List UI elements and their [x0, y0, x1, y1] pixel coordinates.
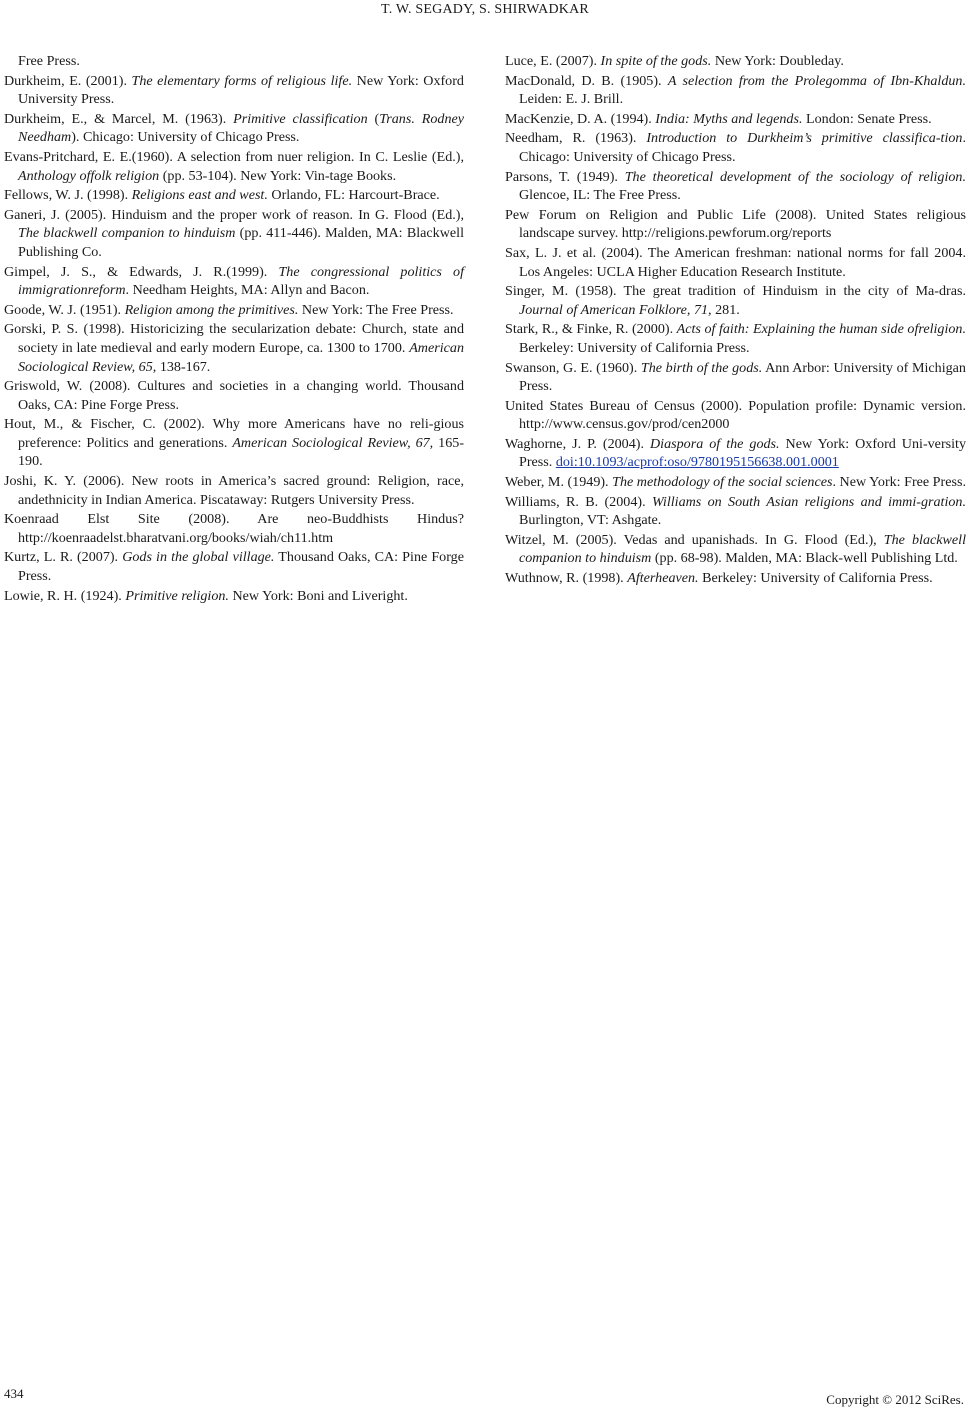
reference-text: Fellows, W. J. (1998).	[4, 187, 132, 204]
reference-text: Goode, W. J. (1951).	[4, 301, 125, 318]
reference-title: Trans. Rodney Needham	[18, 110, 465, 146]
reference-title: Diaspora of the gods.	[649, 435, 780, 452]
reference-text: Free Press.	[18, 53, 80, 69]
reference-title: A selection from the Prolegomma of Ibn-Khaldun.	[667, 72, 966, 89]
reference-text: New York: Oxford University Press.	[18, 72, 464, 108]
reference-entry	[4, 320, 464, 376]
reference-title: Anthology offolk religion	[18, 167, 160, 184]
reference-text: Gorski, P. S. (1998). Historicizing the secularization debate: Church, state and society in late medieval and early modern Europe, ca. 1300 to 1700.	[4, 321, 464, 356]
reference-entry	[505, 206, 966, 243]
reference-entry	[505, 473, 966, 492]
reference-entry	[505, 531, 966, 568]
reference-entry	[4, 110, 464, 147]
reference-text: Luce, E. (2007).	[505, 53, 601, 69]
reference-text: United States Bureau of Census (2000). Population profile: Dynamic version. http://www.census.gov/prod/cen2000	[505, 397, 966, 433]
reference-title: The blackwell companion to hinduism	[18, 225, 236, 242]
reference-entry	[505, 110, 966, 129]
reference-entry	[505, 52, 966, 71]
reference-entry	[505, 282, 966, 319]
reference-entry	[4, 472, 464, 509]
reference-text: Berkeley: University of California Press.	[519, 339, 750, 356]
reference-entry	[4, 148, 464, 185]
reference-text: . New York: Free Press.	[832, 474, 966, 491]
reference-text: Waghorne, J. P. (2004).	[505, 435, 650, 452]
reference-entry	[505, 435, 966, 472]
reference-title: The theoretical development of the sociology of religion.	[624, 168, 967, 185]
reference-text: MacDonald, D. B. (1905).	[505, 72, 668, 89]
reference-text: Gimpel, J. S., & Edwards, J. R.(1999).	[4, 263, 279, 280]
reference-entry	[505, 320, 966, 357]
reference-text: New York: Oxford Uni-versity Press.	[519, 435, 966, 471]
reference-title: American Sociological Review, 65,	[18, 339, 464, 375]
reference-text: Durkheim, E. (2001).	[4, 72, 132, 89]
reference-entry	[4, 415, 464, 471]
reference-text: Pew Forum on Religion and Public Life (2008). United States religious landscape survey. http://religions.pewforum.org/reports	[505, 206, 966, 242]
reference-entry	[4, 377, 464, 414]
reference-title: Afterheaven.	[627, 570, 699, 587]
reference-text: Parsons, T. (1949).	[505, 168, 625, 185]
reference-entry	[505, 244, 966, 281]
reference-text: 281.	[711, 301, 740, 318]
reference-text: Glencoe, IL: The Free Press.	[519, 187, 681, 204]
reference-text: 138-167.	[156, 358, 211, 375]
reference-title: The birth of the gods.	[640, 359, 763, 376]
reference-text: Sax, L. J. et al. (2004). The American freshman: national norms for fall 2004. Los Angeles: UCLA Higher Education Research Institute.	[505, 244, 966, 280]
reference-text: Hout, M., & Fischer, C. (2002). Why more Americans have no reli-gious preference: Politics and generations.	[4, 416, 464, 451]
reference-text: Ann Arbor: University of Michigan Press.	[519, 359, 966, 395]
reference-title: Introduction to Durkheim’s primitive classifica-tion	[646, 130, 963, 147]
reference-text: Joshi, K. Y. (2006). New roots in America’s sacred ground: Religion, race, andethnicity in Indian America. Piscataway: Rutgers University Press.	[4, 473, 464, 508]
reference-text: Ganeri, J. (2005). Hinduism and the proper work of reason. In G. Flood (Ed.),	[4, 206, 464, 223]
reference-text: Witzel, M. (2005). Vedas and upanishads. In G. Flood (Ed.),	[505, 531, 884, 548]
reference-text: (pp. 68-98). Malden, MA: Black-well Publishing Ltd.	[651, 550, 958, 567]
reference-title: Primitive religion.	[125, 587, 229, 604]
reference-title: In spite of the gods.	[600, 53, 712, 69]
reference-entry	[4, 206, 464, 262]
copyright-notice: Copyright © 2012 SciRes.	[826, 1392, 964, 1407]
reference-entry	[505, 129, 966, 166]
reference-title: Primitive classification	[233, 110, 368, 127]
reference-title: The methodology of the social sciences	[612, 474, 833, 491]
reference-entry	[505, 493, 966, 530]
reference-text: Williams, R. B. (2004).	[505, 493, 652, 510]
reference-text: Swanson, G. E. (1960).	[505, 359, 641, 376]
reference-text: Evans-Pritchard, E. E.(1960). A selection from nuer religion. In C. Leslie (Ed.),	[4, 148, 464, 165]
reference-title: Acts of faith: Explaining the human side ofreligion.	[676, 321, 966, 338]
reference-entry	[4, 548, 464, 585]
reference-text: MacKenzie, D. A. (1994).	[505, 110, 656, 127]
reference-text: Thousand Oaks, CA: Pine Forge Press.	[18, 549, 464, 585]
reference-text: ). Chicago: University of Chicago Press.	[71, 129, 300, 146]
reference-text: Berkeley: University of California Press.	[698, 570, 933, 587]
reference-column-right	[505, 52, 966, 589]
reference-title: Gods in the global village.	[122, 549, 275, 566]
reference-text: (pp. 411-446). Malden, MA: Blackwell Publishing Co.	[18, 225, 464, 260]
reference-text: Lowie, R. H. (1924).	[4, 587, 126, 604]
reference-text: Orlando, FL: Harcourt-Brace.	[267, 187, 440, 204]
reference-text: New York: Doubleday.	[711, 53, 844, 69]
reference-text: 165-190.	[18, 434, 465, 470]
page-number: 434	[4, 1386, 24, 1401]
reference-text: . Chicago: University of Chicago Press.	[519, 130, 966, 165]
reference-entry	[505, 569, 966, 588]
reference-text: (	[367, 110, 380, 127]
reference-text: Stark, R., & Finke, R. (2000).	[505, 321, 677, 338]
reference-column-left	[4, 52, 464, 606]
reference-entry	[4, 186, 464, 205]
reference-text: New York: Boni and Liveright.	[228, 587, 408, 604]
reference-title: The blackwell companion to hinduism	[519, 531, 966, 567]
reference-title: American Sociological Review, 67,	[232, 434, 434, 451]
reference-entry	[505, 168, 966, 205]
reference-entry	[4, 510, 464, 547]
reference-entry	[505, 359, 966, 396]
reference-text: New York: The Free Press.	[298, 301, 454, 318]
reference-entry	[4, 587, 464, 606]
reference-title: The congressional politics of immigrationreform	[18, 263, 465, 299]
reference-text: Burlington, VT: Ashgate.	[519, 512, 662, 529]
reference-text: Griswold, W. (2008). Cultures and societies in a changing world. Thousand Oaks, CA: Pine Forge Press.	[4, 378, 464, 413]
reference-title: Religion among the primitives.	[124, 301, 299, 318]
running-head: T. W. SEGADY, S. SHIRWADKAR	[381, 2, 589, 17]
reference-text: Weber, M. (1949).	[505, 474, 613, 491]
reference-title: Williams on South Asian religions and immi-gration.	[651, 493, 966, 510]
reference-text: London: Senate Press.	[802, 110, 932, 127]
reference-text: Kurtz, L. R. (2007).	[4, 549, 123, 566]
reference-title: The elementary forms of religious life.	[131, 72, 353, 89]
reference-entry	[505, 72, 966, 109]
reference-text: Koenraad Elst Site (2008). Are neo-Buddhists Hindus? http://koenraadelst.bharatvani.org/books/wiah/ch11.htm	[4, 511, 464, 546]
reference-text: Leiden: E. J. Brill.	[519, 91, 624, 108]
reference-entry	[4, 301, 464, 320]
reference-title: Journal of American Folklore, 71,	[519, 301, 712, 318]
reference-text: Durkheim, E., & Marcel, M. (1963).	[4, 110, 234, 127]
reference-entry	[4, 263, 464, 300]
reference-title: Religions east and west.	[131, 187, 268, 204]
reference-title: India: Myths and legends.	[655, 110, 803, 127]
reference-entry	[505, 397, 966, 434]
reference-text: (pp. 53-104). New York: Vin-tage Books.	[159, 167, 397, 184]
reference-entry	[4, 72, 464, 109]
reference-text: Wuthnow, R. (1998).	[505, 570, 628, 587]
reference-continuation	[4, 52, 464, 71]
reference-text: Needham, R. (1963).	[505, 130, 647, 147]
doi-link[interactable]: doi:10.1093/acprof:oso/9780195156638.001.0001	[555, 454, 839, 471]
reference-text: Singer, M. (1958). The great tradition of Hinduism in the city of Ma-dras.	[505, 283, 966, 300]
reference-text: . Needham Heights, MA: Allyn and Bacon.	[125, 282, 370, 299]
